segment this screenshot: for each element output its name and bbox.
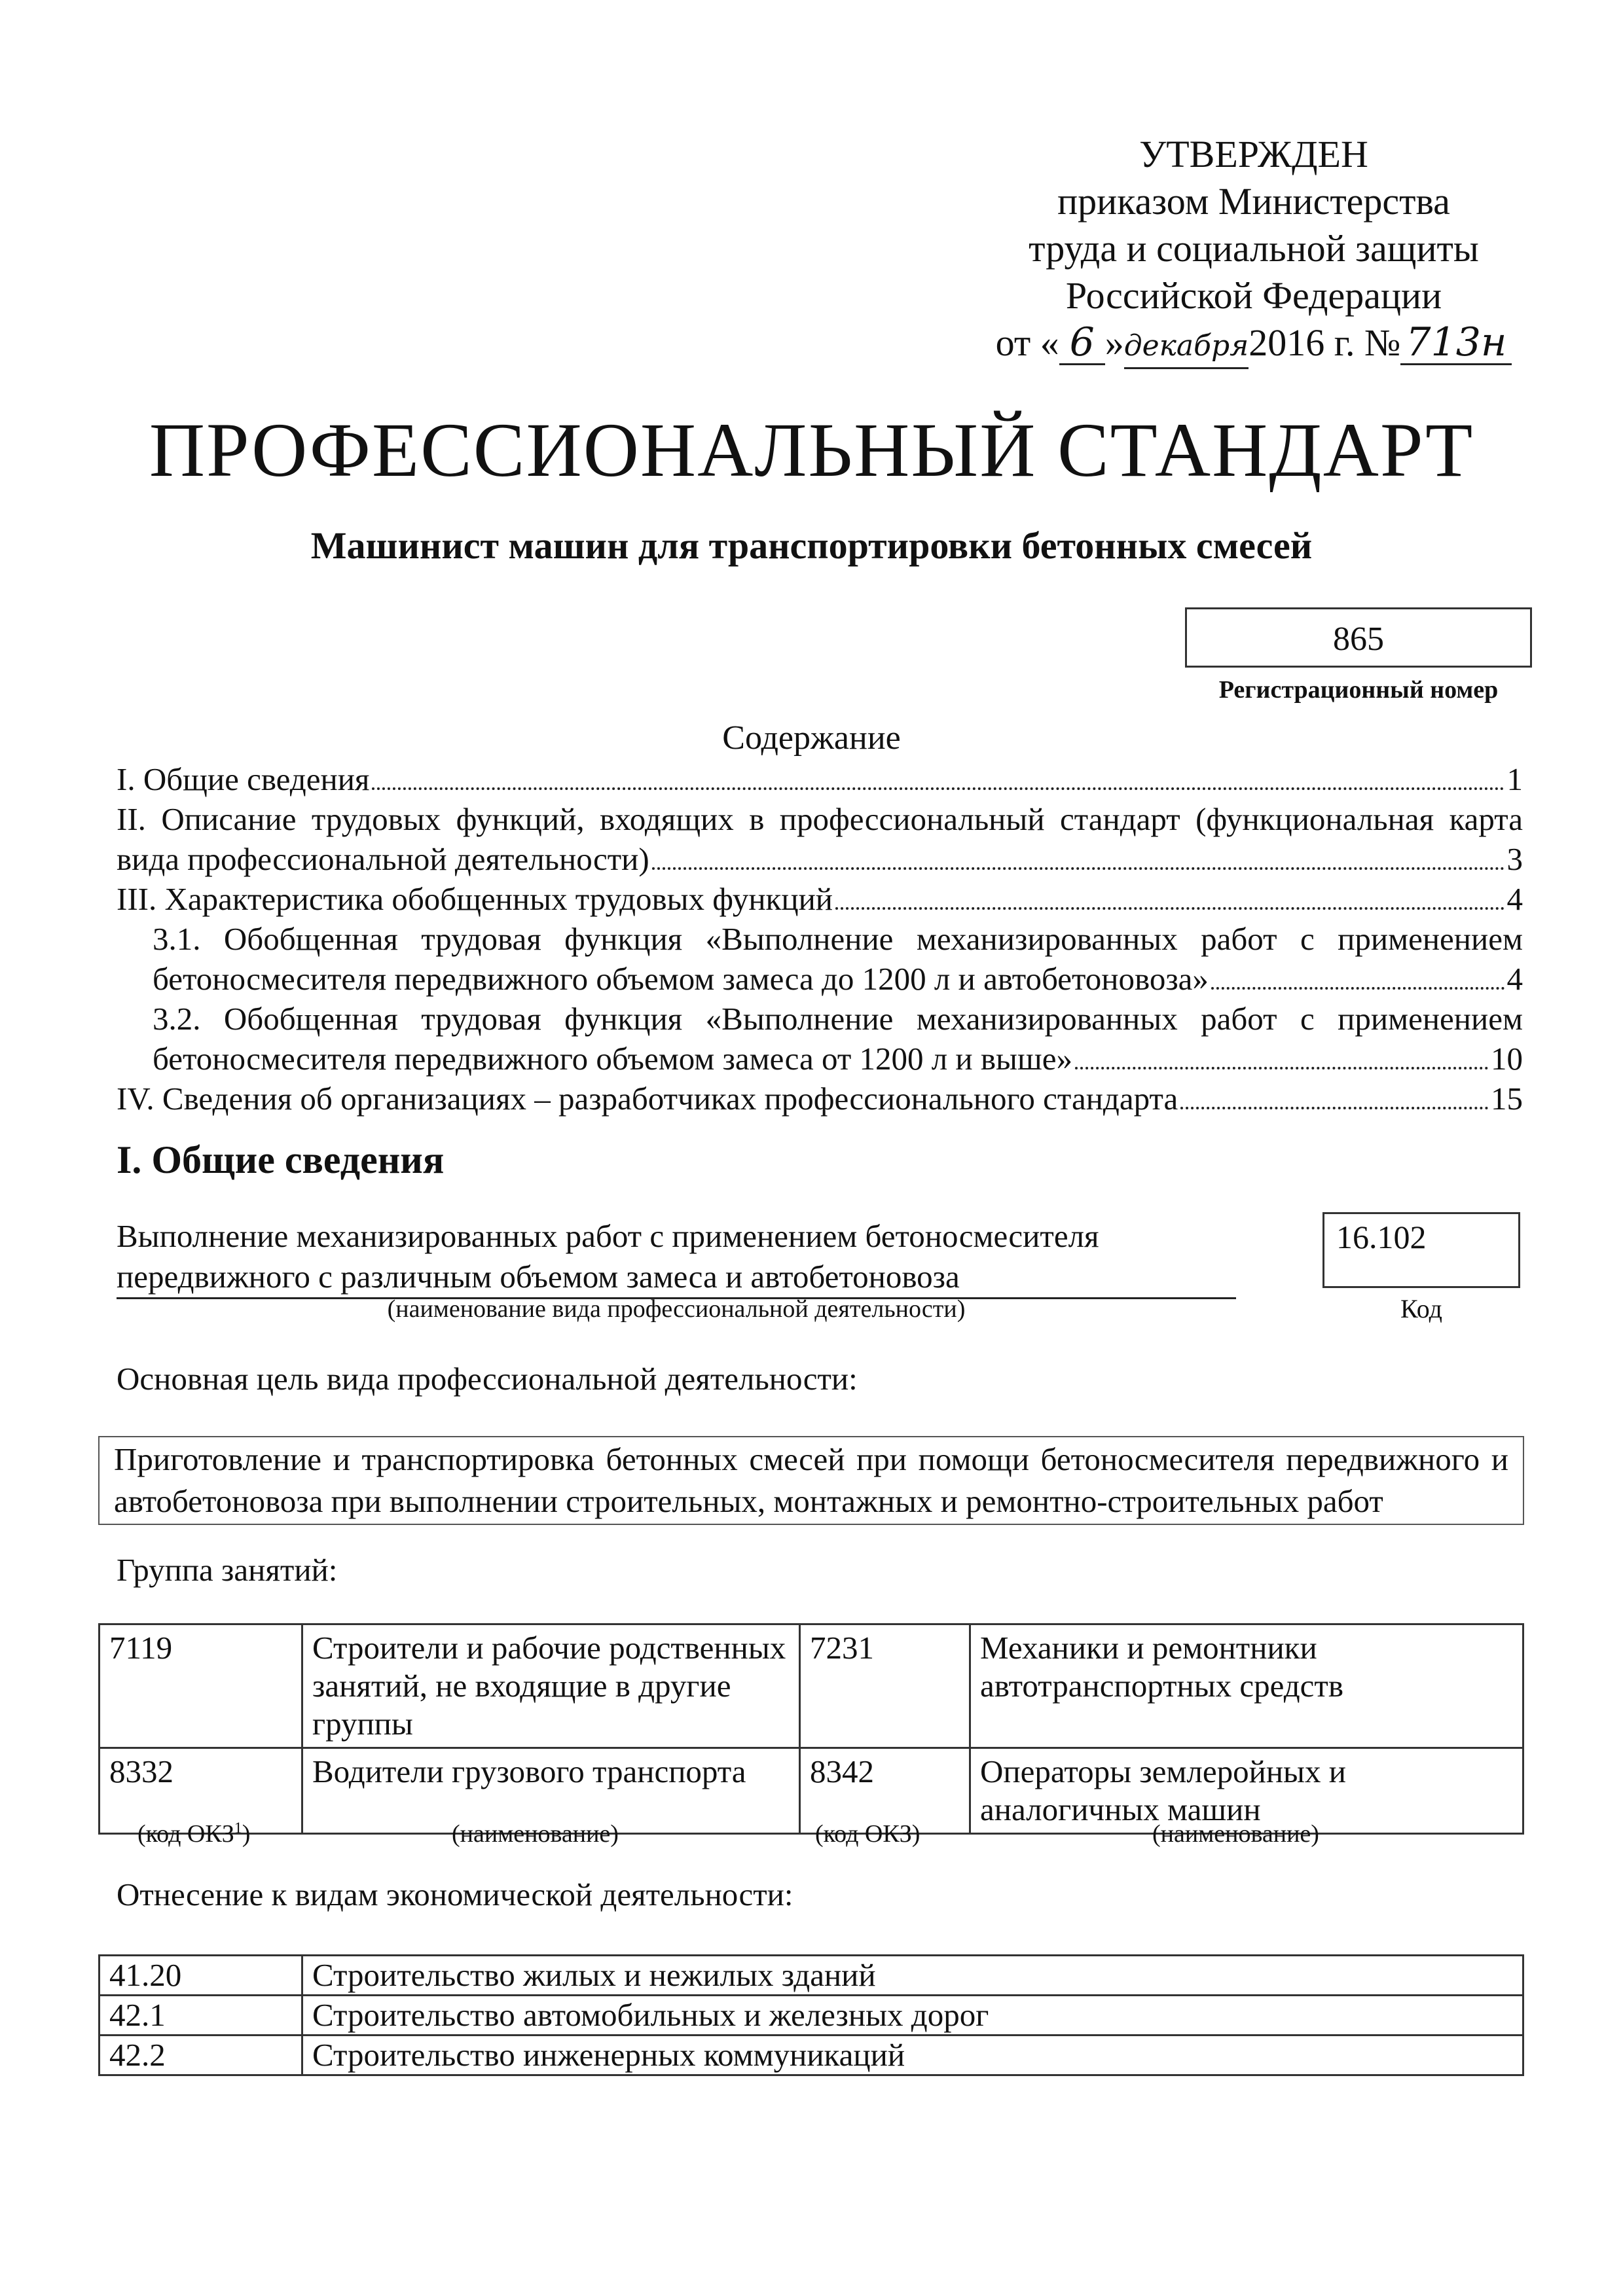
date-month: декабря [1124, 325, 1249, 369]
table-of-contents [117, 759, 1523, 1119]
eco-label: Отнесение к видам экономической деятельности: [117, 1876, 793, 1912]
eco-activity-table [98, 1954, 1524, 2076]
toc-title: Содержание [722, 719, 901, 757]
activity-name: Выполнение механизированных работ с применением бетоносмесителя передвижного с различным объемом замеса и автобетоновоза [117, 1216, 1236, 1299]
approval-line2: приказом Министерства [1057, 180, 1450, 223]
date-prefix: от « [995, 321, 1059, 364]
toc-item[interactable]: III. Характеристика обобщенных трудовых функций 4 [117, 881, 1523, 917]
goal-text-box: Приготовление и транспортировка бетонных смесей при помощи бетоносмесителя передвижного и автобетоновоза при выполнении строительных, монтажных и ремонтно-строительных работ [98, 1436, 1524, 1525]
eco-name: Строительство инженерных коммуникаций [302, 2036, 1523, 2075]
okz-code-caption: (код ОКЗ$^1$) [137, 1820, 251, 1848]
occupation-name: Строители и рабочие родственных занятий, не входящие в другие группы [302, 1624, 800, 1748]
date-year: 2016 г. № [1249, 321, 1401, 364]
okz-name-caption: (наименование) [1152, 1820, 1319, 1848]
toc-item-line[interactable]: II. Описание трудовых функций, входящих в профессиональный стандарт (функциональная карта [117, 801, 1523, 837]
section-heading: I. Общие сведения [117, 1138, 445, 1181]
registration-caption: Регистрационный номер [1218, 676, 1499, 704]
toc-item[interactable]: I. Общие сведения 1 [117, 761, 1523, 797]
table-row [100, 1956, 1523, 1996]
document-title: ПРОФЕССИОНАЛЬНЫЙ СТАНДАРТ [149, 407, 1474, 493]
occupation-table [98, 1623, 1524, 1835]
activity-caption: (наименование вида профессиональной деятельности) [387, 1295, 966, 1323]
occupation-code: 8332 [100, 1748, 302, 1834]
occupation-code: 7231 [800, 1624, 970, 1748]
activity-code-caption: Код [1400, 1294, 1442, 1323]
order-number: 713н [1400, 321, 1512, 365]
eco-name: Строительство жилых и нежилых зданий [302, 1956, 1523, 1996]
toc-item[interactable]: вида профессиональной деятельности) 3 [117, 841, 1523, 877]
occupation-code: 7119 [100, 1624, 302, 1748]
activity-code-box: 16.102 [1322, 1212, 1520, 1288]
approval-line4: Российской Федерации [1065, 274, 1442, 317]
document-subtitle: Машинист машин для транспортировки бетонных смесей [310, 524, 1313, 567]
approval-date-line [969, 319, 1539, 369]
occupation-code: 8342 [800, 1748, 970, 1834]
occupation-name: Водители грузового транспорта [302, 1748, 800, 1834]
eco-code: 42.1 [100, 1996, 302, 2036]
toc-item[interactable]: бетоносмесителя передвижного объемом замеса от 1200 л и выше» 10 [153, 1041, 1523, 1077]
table-row [100, 2036, 1523, 2075]
eco-code: 42.2 [100, 2036, 302, 2075]
group-label: Группа занятий: [117, 1552, 338, 1588]
approval-block [969, 131, 1539, 369]
toc-item[interactable]: IV. Сведения об организациях – разработчиках профессионального стандарта 15 [117, 1081, 1523, 1117]
occupation-name: Механики и ремонтники автотранспортных средств [970, 1624, 1523, 1748]
date-day: 6 [1059, 321, 1105, 365]
occupation-name: Операторы землеройных и аналогичных машин [970, 1748, 1523, 1834]
goal-label: Основная цель вида профессиональной деятельности: [117, 1361, 858, 1397]
eco-code: 41.20 [100, 1956, 302, 1996]
registration-number-box: 865 [1185, 607, 1532, 668]
approval-line3: труда и социальной защиты [1029, 227, 1479, 270]
eco-name: Строительство автомобильных и железных дорог [302, 1996, 1523, 2036]
table-row [100, 1624, 1523, 1748]
toc-item-line[interactable]: 3.1. Обобщенная трудовая функция «Выполнение механизированных работ с применением [153, 921, 1523, 957]
date-month-sep: » [1104, 321, 1124, 364]
okz-name-caption: (наименование) [452, 1820, 619, 1848]
table-row [100, 1996, 1523, 2036]
toc-item-line[interactable]: 3.2. Обобщенная трудовая функция «Выполнение механизированных работ с применением [153, 1001, 1523, 1037]
approval-line1: УТВЕРЖДЕН [1139, 133, 1368, 175]
toc-item[interactable]: бетоносмесителя передвижного объемом замеса до 1200 л и автобетоновоза» 4 [153, 961, 1523, 997]
okz-code-caption: (код ОКЗ) [815, 1820, 921, 1848]
